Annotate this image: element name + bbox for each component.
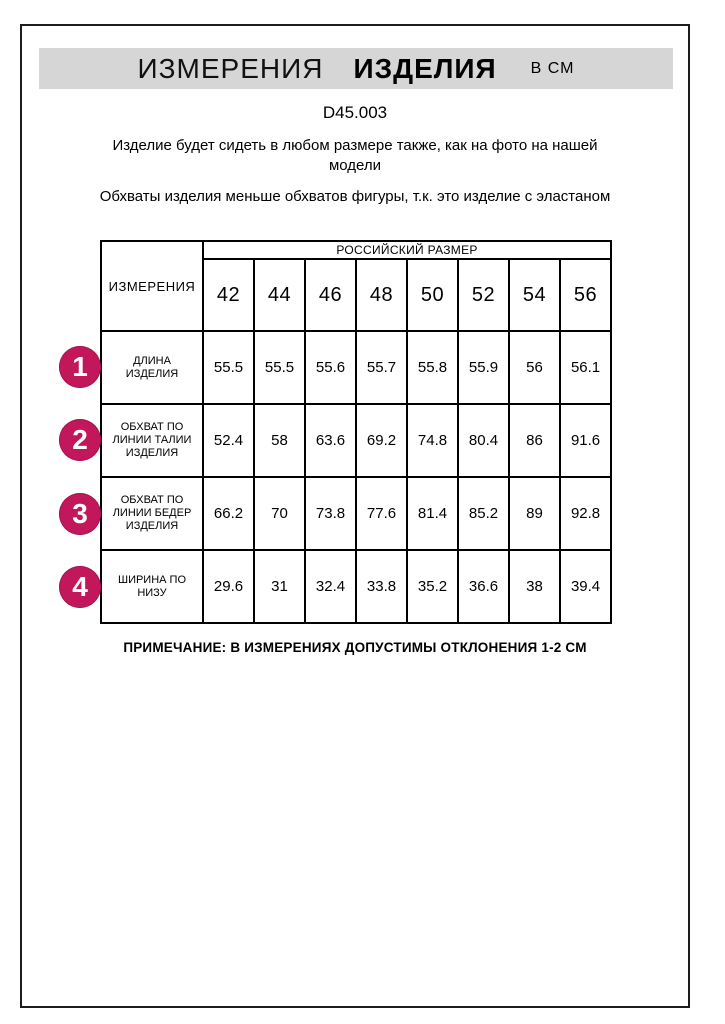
intro-paragraph-fit: Изделие будет сидеть в любом размере также, как на фото на нашей модели [112, 137, 598, 174]
value-cell: 52.4 [203, 404, 254, 477]
row-number-badge-4: 4 [59, 566, 101, 608]
table-row-hip-girth [101, 477, 611, 550]
row-label-bottom-width [101, 550, 203, 623]
table-header-measurements: ИЗМЕРЕНИЯ [101, 241, 203, 331]
value-cell: 38 [509, 550, 560, 623]
value-cell: 35.2 [407, 550, 458, 623]
value-cell: 55.9 [458, 331, 509, 404]
value-cell: 91.6 [560, 404, 611, 477]
value-cell: 63.6 [305, 404, 356, 477]
value-cell: 55.5 [254, 331, 305, 404]
size-header-56: 56 [560, 259, 611, 331]
value-cell: 56.1 [560, 331, 611, 404]
size-header-50: 50 [407, 259, 458, 331]
size-header-44: 44 [254, 259, 305, 331]
value-cell: 33.8 [356, 550, 407, 623]
size-header-54: 54 [509, 259, 560, 331]
value-cell: 80.4 [458, 404, 509, 477]
value-cell: 74.8 [407, 404, 458, 477]
size-header-42: 42 [203, 259, 254, 331]
row-label-text: ШИРИНА ПО НИЗУ [117, 573, 187, 599]
table-row-bottom-width [101, 550, 611, 623]
value-cell: 55.8 [407, 331, 458, 404]
value-cell: 66.2 [203, 477, 254, 550]
title-bar [39, 48, 673, 89]
row-number-badge-1: 1 [59, 346, 101, 388]
value-cell: 39.4 [560, 550, 611, 623]
row-number-badge-2: 2 [59, 419, 101, 461]
row-label-text: ДЛИНА ИЗДЕЛИЯ [125, 354, 179, 380]
value-cell: 81.4 [407, 477, 458, 550]
title-product: ИЗДЕЛИЯ [353, 52, 497, 84]
row-label-length [101, 331, 203, 404]
row-number-badge-3: 3 [59, 493, 101, 535]
value-cell: 32.4 [305, 550, 356, 623]
value-cell: 69.2 [356, 404, 407, 477]
value-cell: 29.6 [203, 550, 254, 623]
size-header-52: 52 [458, 259, 509, 331]
row-label-text: ОБХВАТ ПО ЛИНИИ ТАЛИИ ИЗДЕЛИЯ [112, 421, 192, 459]
value-cell: 55.6 [305, 331, 356, 404]
title-unit: В СМ [530, 59, 575, 77]
value-cell: 56 [509, 331, 560, 404]
value-cell: 36.6 [458, 550, 509, 623]
value-cell: 86 [509, 404, 560, 477]
note-text: ПРИМЕЧАНИЕ: В ИЗМЕРЕНИЯХ ДОПУСТИМЫ ОТКЛОНЕНИЯ 1-2 СМ [123, 640, 587, 655]
value-cell: 58 [254, 404, 305, 477]
model-code: D45.003 [322, 103, 388, 122]
row-label-waist-girth [101, 404, 203, 477]
value-cell: 85.2 [458, 477, 509, 550]
size-header-48: 48 [356, 259, 407, 331]
value-cell: 31 [254, 550, 305, 623]
value-cell: 92.8 [560, 477, 611, 550]
intro-paragraph-elastane: Обхваты изделия меньше обхватов фигуры, т.к. это изделие с эластаном [99, 188, 611, 205]
value-cell: 77.6 [356, 477, 407, 550]
value-cell: 70 [254, 477, 305, 550]
value-cell: 73.8 [305, 477, 356, 550]
row-label-hip-girth [101, 477, 203, 550]
value-cell: 55.7 [356, 331, 407, 404]
row-label-text: ОБХВАТ ПО ЛИНИИ БЕДЕР ИЗДЕЛИЯ [112, 494, 192, 532]
value-cell: 55.5 [203, 331, 254, 404]
table-row-length [101, 331, 611, 404]
size-table [100, 240, 612, 624]
table-row-waist-girth [101, 404, 611, 477]
table-header-row-group [101, 241, 611, 259]
title-measurements: ИЗМЕРЕНИЯ [137, 52, 324, 84]
value-cell: 89 [509, 477, 560, 550]
table-header-size-group: РОССИЙСКИЙ РАЗМЕР [203, 241, 611, 259]
size-header-46: 46 [305, 259, 356, 331]
